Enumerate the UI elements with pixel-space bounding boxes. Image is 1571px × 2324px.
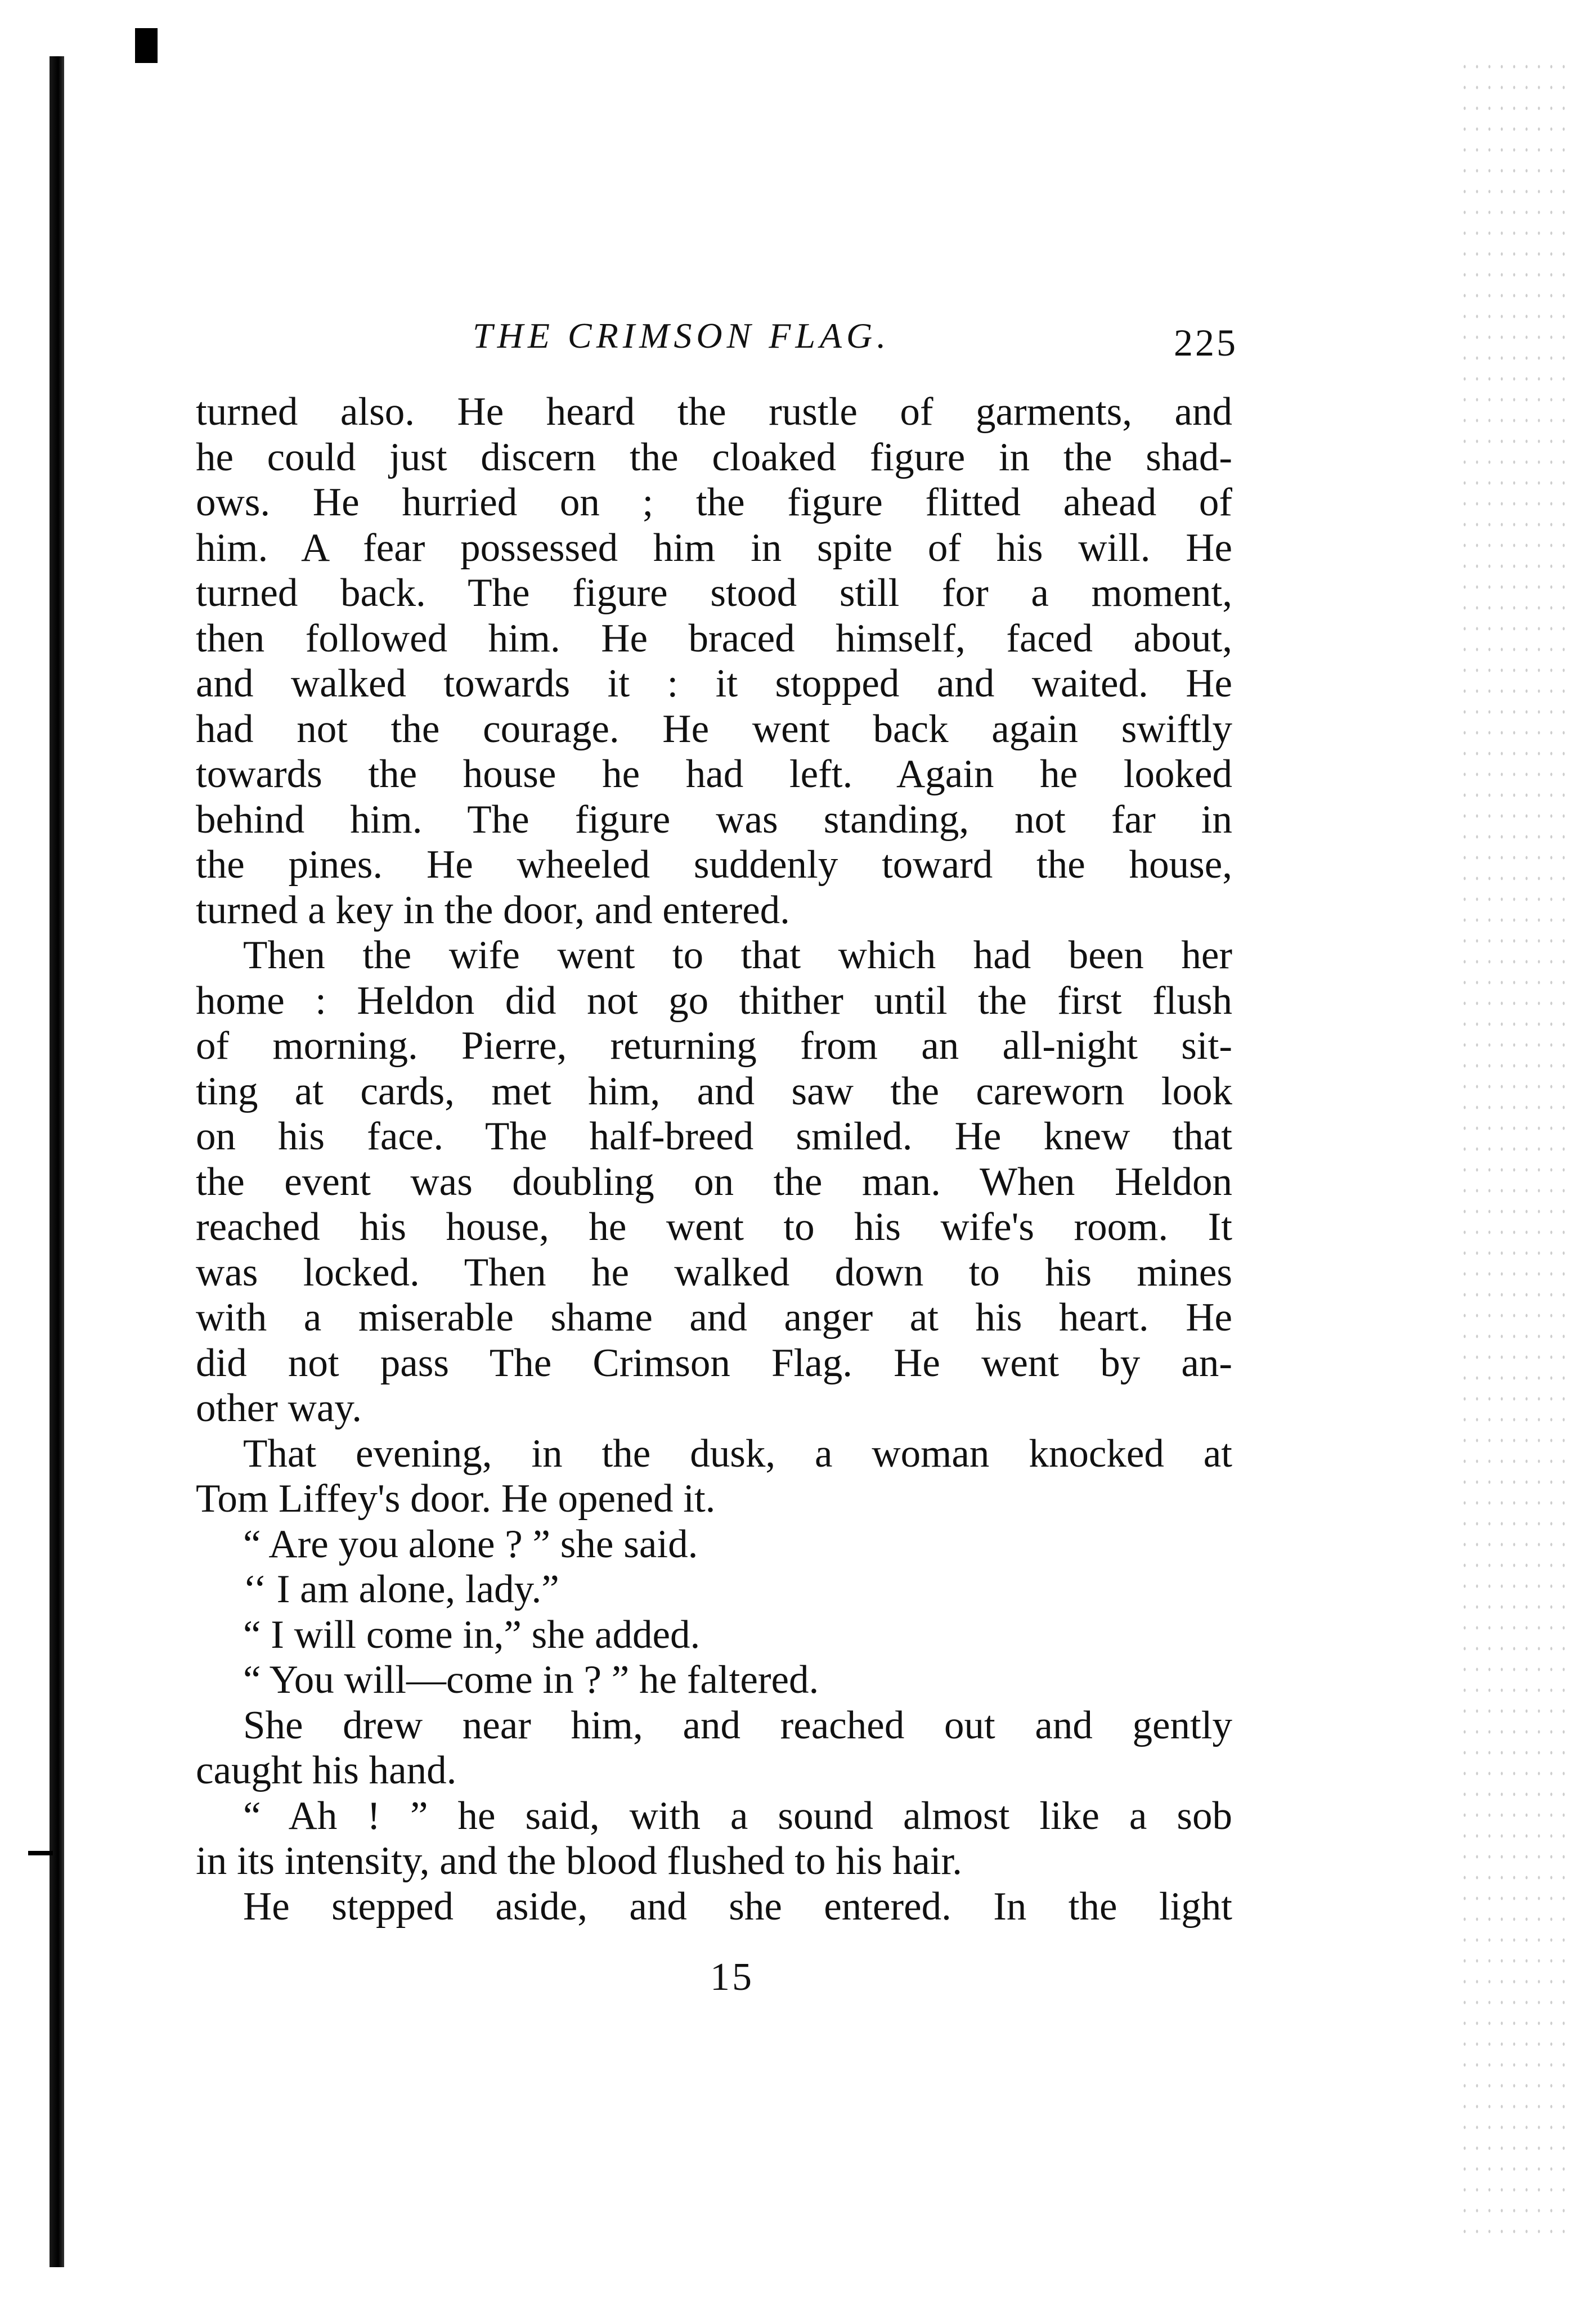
text-line: then followed him. He braced himself, faced about, — [196, 616, 1232, 660]
text-line: Then the wife went to that which had been her — [243, 933, 1232, 977]
page-header — [191, 304, 1238, 371]
text-line: He stepped aside, and she entered. In the light — [243, 1884, 1232, 1929]
page-number: 225 — [1174, 321, 1238, 364]
text-line: he could just discern the cloaked figure in the shad- — [196, 435, 1232, 479]
text-line: on his face. The half-breed smiled. He knew that — [196, 1114, 1232, 1158]
margin-tick — [28, 1851, 53, 1855]
text-line: towards the house he had left. Again he looked — [196, 752, 1232, 796]
text-line: “ Are you alone ? ” she said. — [243, 1522, 698, 1566]
signature-mark: 15 — [710, 1956, 754, 1999]
text-line: other way. — [196, 1386, 362, 1430]
text-line: was locked. Then he walked down to his mines — [196, 1250, 1232, 1294]
text-line: in its intensity, and the blood flushed to his hair. — [196, 1839, 963, 1883]
text-line: ‘‘ I am alone, lady.” — [243, 1567, 559, 1611]
text-line: turned also. He heard the rustle of garments, and — [196, 390, 1232, 434]
text-line: turned a key in the door, and entered. — [196, 888, 790, 932]
text-line: “ Ah ! ” he said, with a sound almost like a sob — [243, 1793, 1232, 1838]
text-line: “ I will come in,” she added. — [243, 1612, 701, 1657]
text-line: She drew near him, and reached out and gently — [243, 1703, 1232, 1747]
text-line: caught his hand. — [196, 1748, 457, 1792]
text-line: the event was doubling on the man. When Heldon — [196, 1159, 1232, 1204]
text-line: That evening, in the dusk, a woman knocked at — [243, 1431, 1232, 1476]
binding-mark — [135, 28, 158, 63]
text-line: Tom Liffey's door. He opened it. — [196, 1477, 716, 1521]
text-line: and walked towards it : it stopped and waited. He — [196, 662, 1232, 705]
text-line: turned back. The figure stood still for a moment, — [196, 571, 1232, 615]
text-line: the pines. He wheeled suddenly toward the house, — [196, 843, 1232, 887]
text-line: with a miserable shame and anger at his heart. He — [196, 1296, 1232, 1339]
binding-edge — [50, 56, 64, 2267]
page-edge-speckle — [1458, 56, 1571, 2250]
text-line: home : Heldon did not go thither until the first flush — [196, 978, 1232, 1023]
text-line: behind him. The figure was standing, not far in — [196, 797, 1232, 842]
text-line: him. A fear possessed him in spite of his will. He — [196, 525, 1232, 570]
text-line: reached his house, he went to his wife's room. It — [196, 1205, 1232, 1249]
text-line: “ You will—come in ? ” he faltered. — [243, 1658, 819, 1702]
text-line: ows. He hurried on ; the figure flitted ahead of — [196, 480, 1232, 524]
text-line: did not pass The Crimson Flag. He went by an- — [196, 1341, 1232, 1385]
text-line: had not the courage. He went back again swiftly — [196, 707, 1232, 751]
body-text — [196, 389, 1232, 1929]
text-line: ting at cards, met him, and saw the careworn look — [196, 1069, 1232, 1113]
text-line: of morning. Pierre, returning from an all-night sit- — [196, 1024, 1232, 1068]
running-title: THE CRIMSON FLAG. — [473, 316, 891, 356]
